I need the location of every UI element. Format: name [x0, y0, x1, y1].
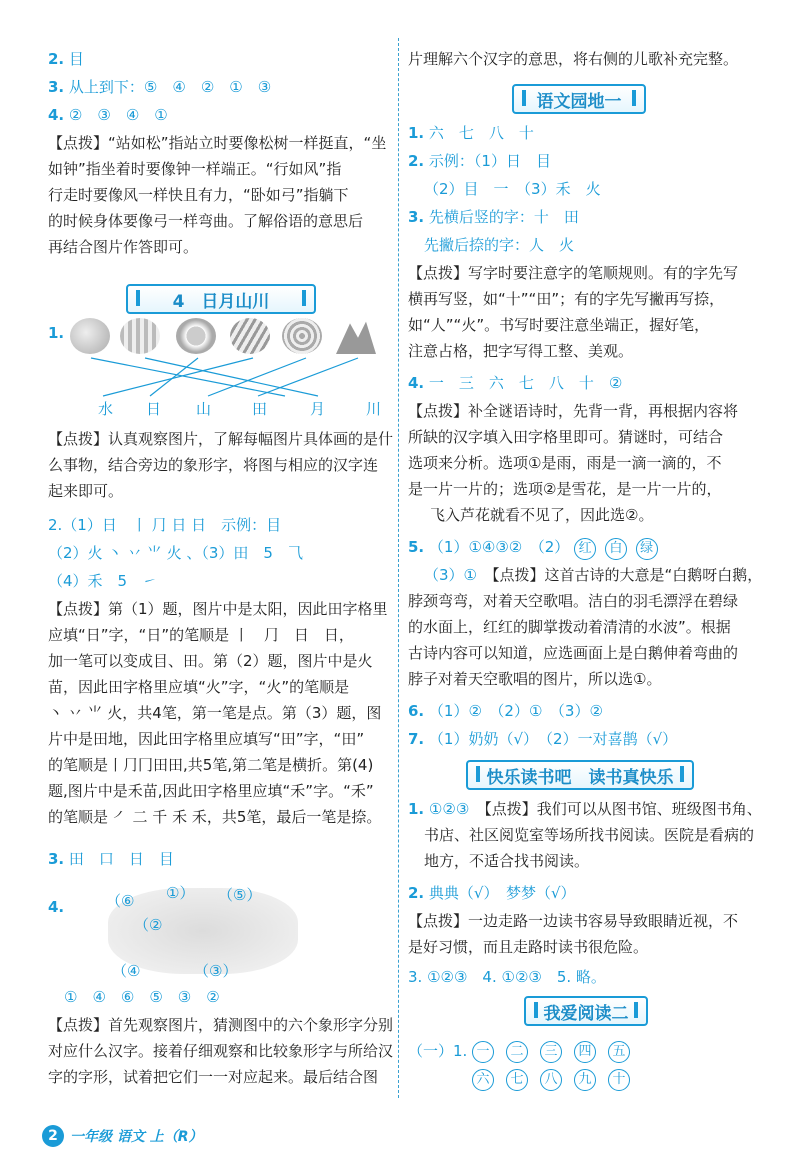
section-title: 我爱阅读二: [524, 996, 648, 1026]
answer-s4q1: 1.: [48, 324, 65, 342]
tip-line: 【点拨】写字时要注意字的笔顺规则。有的字先写: [408, 264, 739, 282]
tip-line: 是一片一片的；选项②是雪花，是一片一片的，: [408, 480, 722, 498]
tip-line: 选项来分析。选项①是雨，雨是一滴一滴的，不: [408, 454, 722, 472]
tip-line: 苗，因此田字格里应填“火”字，“火”的笔顺是: [48, 678, 350, 696]
mountain-picture: [336, 318, 376, 354]
answer-r1: 1. 六 七 八 十: [408, 124, 534, 142]
tip-line: 脖颈弯弯，对着天空歌唱。洁白的羽毛漂浮在碧绿: [408, 592, 739, 610]
answer-q4: 4. ② ③ ④ ①: [48, 106, 168, 124]
answer-k3: 3. ①②③ 4. ①②③ 5. 略。: [408, 968, 606, 986]
tip-line: 【点拨】一边走路一边读书容易导致眼睛近视，不: [408, 912, 739, 930]
column-divider: [398, 38, 399, 1098]
tip-line: 的笔顺是丨⺆冂田田,共5笔,第二笔是横折。第(4): [48, 756, 374, 774]
picture-label: （⑤）: [218, 886, 262, 904]
answer-s4q2: （2）火 丶 丷 ⺌ 火 、（3）田 5 ⺄: [48, 544, 303, 562]
answer-q2: 2. 目: [48, 50, 84, 68]
tip-line: 丶 丷 ⺌ 火，共4笔，第一笔是点。第（3）题，图: [48, 704, 382, 722]
page-footer: [42, 1124, 203, 1148]
circled-row: [472, 1040, 642, 1063]
answer-r3: 3. 先横后竖的字：十 田: [408, 208, 579, 226]
matching-lines: [48, 354, 393, 400]
char-label: 田: [252, 400, 268, 418]
answer-a1-prefix: （一）1.: [408, 1042, 468, 1060]
tip-line: 地方，不适合找书阅读。: [424, 852, 590, 870]
section-title: 4 日月山川: [126, 284, 316, 314]
tip-line: 【点拨】首先观察图片，猜测图中的六个象形字分别: [48, 1016, 394, 1034]
char-label: 山: [196, 400, 212, 418]
answer-k1: 1. ①②③ 【点拨】我们可以从图书馆、班级图书角、: [408, 800, 762, 818]
answer-r5: 5. （1）①④③② （2） 红 白 绿: [408, 536, 662, 560]
river-picture: [230, 318, 270, 354]
char-label: 日: [146, 400, 162, 418]
tip-line: 脖子对着天空歌唱的图片，所以选①。: [408, 670, 662, 688]
picture-label: ①）: [166, 884, 195, 902]
tip-line: 【点拨】“站如松”指站立时要像松树一样挺直，“坐: [48, 134, 387, 152]
answer-k2: 2. 典典（√） 梦梦（√）: [408, 884, 576, 902]
circled-char: 九: [574, 1069, 596, 1091]
answer-r5b: （3）① 【点拨】这首古诗的大意是“白鹅呀白鹅，: [424, 566, 763, 584]
tip-line: 飞入芦花就看不见了，因此选②。: [430, 506, 654, 524]
tip-line: 应填“日”字，“日”的笔顺是 丨 ⺆ 日 日，: [48, 626, 354, 644]
char-label: 川: [366, 400, 382, 418]
tip-line: 书店、社区阅览室等场所找书阅读。医院是看病的: [424, 826, 755, 844]
circled-char: 七: [506, 1069, 528, 1091]
char-label: 水: [98, 400, 114, 418]
section-title: 快乐读书吧 读书真快乐: [466, 760, 694, 790]
circled-char: 三: [540, 1041, 562, 1063]
sun-picture: [176, 318, 216, 354]
circled-char: 二: [506, 1041, 528, 1063]
tip-line: 题,图片中是禾苗,因此田字格里应填“禾”字。“禾”: [48, 782, 374, 800]
circled-char: 十: [608, 1069, 630, 1091]
circled-char: 白: [605, 538, 627, 560]
tip-line: 的时候身体要像弓一样弯曲。了解俗语的意思后: [48, 212, 364, 230]
continued-text: 片理解六个汉字的意思，将右侧的儿歌补充完整。: [408, 50, 739, 68]
field-picture: [120, 318, 160, 354]
circled-char: 八: [540, 1069, 562, 1091]
tip-line: 的水面上，红红的脚掌拨动着清清的水波”。根据: [408, 618, 731, 636]
picture-label: （④: [112, 962, 141, 980]
tip-line: 起来即可。: [48, 482, 124, 500]
circled-char: 五: [608, 1041, 630, 1063]
answer-s4q4: 4.: [48, 898, 65, 916]
tip-line: 【点拨】第（1）题，图片中是太阳，因此田字格里: [48, 600, 388, 618]
tip-line: 如“人”“火”。书写时要注意坐端正，握好笔，: [408, 316, 710, 334]
circled-row: [472, 1068, 642, 1091]
tip-line: 行走时要像风一样快且有力，“卧如弓”指躺下: [48, 186, 349, 204]
answer-r7: 7. （1）奶奶（√） （2）一对喜鹊（√）: [408, 730, 678, 748]
answer-r6: 6. （1）② （2）① （3）②: [408, 702, 603, 720]
tip-line: 的笔顺是 ㇒ 二 千 禾 禾，共5笔，最后一笔是捺。: [48, 808, 382, 826]
page-number: 2: [42, 1125, 64, 1147]
circled-char: 红: [574, 538, 596, 560]
tip-line: 所缺的汉字填入田字格里即可。猜谜时，可结合: [408, 428, 724, 446]
circled-char: 一: [472, 1041, 494, 1063]
char-label: 月: [310, 400, 326, 418]
answer-q3: 3. 从上到下：⑤ ④ ② ① ③: [48, 78, 272, 96]
tip-line: 再结合图片作答即可。: [48, 238, 199, 256]
tip-line: 横再写竖，如“十”“田”；有的字先写撇再写捺，: [408, 290, 725, 308]
tip-line: 么事物，结合旁边的象形字，将图与相应的汉字连: [48, 456, 379, 474]
answer-r2b: （2）目 一 （3）禾 火: [424, 180, 601, 198]
water-picture: [282, 318, 322, 354]
tip-line: 古诗内容可以知道，应选画面上是白鹅伸着弯曲的: [408, 644, 739, 662]
picture-label: （③）: [194, 962, 238, 980]
moon-picture: [70, 318, 110, 354]
answer-s4q2: 2.（1）日 丨 ⺆ 日 日 示例：目: [48, 516, 282, 534]
footer-title: 一年级 语文 上（R）: [70, 1129, 203, 1145]
tip-line: 对应什么汉字。接着仔细观察和比较象形字与所给汉: [48, 1042, 394, 1060]
tip-line: 片中是田地，因此田字格里应填写“田”字，“田”: [48, 730, 365, 748]
tip-line: 如钟”指坐着时要像钟一样端正。“行如风”指: [48, 160, 342, 178]
picture-label: （⑥: [106, 892, 135, 910]
picture-label: （②: [134, 916, 163, 934]
tip-line: 加一笔可以变成目、田。第（2）题，图片中是火: [48, 652, 373, 670]
circled-char: 六: [472, 1069, 494, 1091]
tip-line: 是好习惯，而且走路时读书很危险。: [408, 938, 649, 956]
tip-line: 注意占格，把字写得工整、美观。: [408, 342, 634, 360]
tip-line: 【点拨】补全谜语诗时，先背一背，再根据内容将: [408, 402, 739, 420]
tip-line: 【点拨】认真观察图片，了解每幅图片具体画的是什: [48, 430, 394, 448]
answer-r2: 2. 示例：（1）日 目: [408, 152, 551, 170]
tip-line: 字的字形，试着把它们一一对应起来。最后结合图: [48, 1068, 379, 1086]
section-title: 语文园地一: [512, 84, 646, 114]
answer-s4q2: （4）禾 5 ㇀: [48, 572, 158, 590]
circled-char: 四: [574, 1041, 596, 1063]
answer-s4q3: 3. 田 口 日 目: [48, 850, 174, 868]
circled-char: 绿: [636, 538, 658, 560]
answer-r4: 4. 一 三 六 七 八 十 ②: [408, 374, 623, 392]
answer-r3b: 先撇后捺的字：人 火: [424, 236, 575, 254]
answer-s4q4-order: ① ④ ⑥ ⑤ ③ ②: [64, 988, 220, 1006]
